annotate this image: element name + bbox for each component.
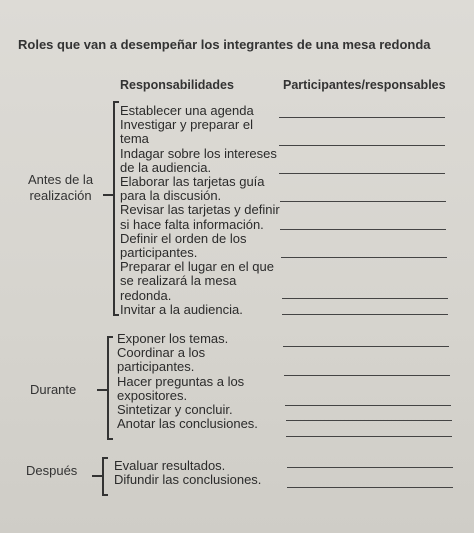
list-item: Indagar sobre los intereses [120, 145, 277, 161]
list-item: Hacer preguntas a los [117, 373, 245, 389]
answer-line[interactable] [284, 375, 450, 376]
brace-durante [107, 336, 109, 439]
list-item: Coordinar a los [117, 345, 206, 361]
list-item: Exponer los temas. [117, 331, 229, 346]
group-label-durante: Durante [30, 382, 77, 397]
answer-line[interactable] [282, 314, 448, 315]
answer-line[interactable] [287, 487, 453, 488]
answer-line[interactable] [279, 173, 445, 174]
list-item: Difundir las conclusiones. [114, 472, 262, 488]
answer-line[interactable] [286, 420, 452, 421]
list-durante [117, 332, 258, 431]
answer-line[interactable] [280, 201, 446, 202]
list-item: Anotar las conclusiones. [117, 416, 258, 432]
list-item: Investigar y preparar el [120, 117, 253, 133]
answer-line[interactable] [280, 229, 446, 230]
list-item: Invitar a la audiencia. [120, 301, 243, 317]
brace-despues [102, 457, 104, 495]
group-label-despues: Después [26, 463, 78, 478]
list-item: para la discusión. [120, 188, 222, 204]
list-item: Preparar el lugar en el que [120, 259, 274, 275]
answer-line[interactable] [282, 298, 448, 299]
group-label-antes: Antes de la realización [28, 172, 94, 203]
answer-line[interactable] [287, 467, 453, 468]
list-item: redonda. [120, 287, 172, 303]
list-item: se realizará la mesa [120, 273, 237, 289]
list-item: Establecer una agenda [120, 103, 254, 118]
answer-line[interactable] [286, 436, 452, 437]
answer-line[interactable] [279, 145, 445, 146]
list-item: participantes. [120, 245, 198, 261]
participants-header: Participantes/responsables [283, 78, 446, 92]
answer-line[interactable] [283, 346, 449, 347]
list-antes [120, 104, 280, 317]
list-item: participantes. [117, 359, 195, 375]
list-item: Evaluar resultados. [114, 458, 226, 473]
list-item: de la audiencia. [120, 159, 212, 175]
list-item: Definir el orden de los [120, 230, 247, 246]
list-item: Sintetizar y concluir. [117, 402, 233, 418]
list-item: si hace falta información. [120, 216, 264, 232]
answer-line[interactable] [279, 117, 445, 118]
page-title: Roles que van a desempeñar los integrantes de una mesa redonda [18, 37, 431, 52]
list-item: expositores. [117, 387, 188, 403]
list-item: Elaborar las tarjetas guía [120, 174, 265, 190]
list-item: tema [120, 131, 149, 147]
brace-antes [113, 101, 115, 315]
answer-line[interactable] [281, 257, 447, 258]
list-item: Revisar las tarjetas y definir [120, 202, 280, 218]
list-despues [114, 459, 261, 487]
answer-line[interactable] [285, 405, 451, 406]
responsibilities-header: Responsabilidades [120, 78, 234, 92]
